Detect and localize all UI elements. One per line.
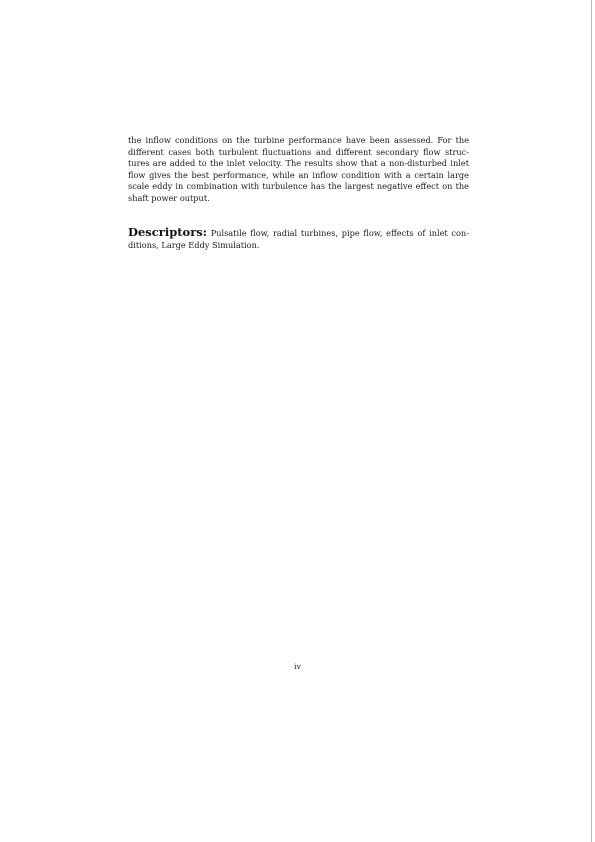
descriptors-paragraph [128,226,469,251]
descriptors-label: Descriptors: [128,224,207,239]
page-number: iv [294,662,301,671]
text-block [128,135,469,251]
abstract-paragraph: the inflow conditions on the turbine performance have been assessed. For the different cases both turbulent fluctuations and different secondary flow structures are added to the inlet velocity. The results show that a non-disturbed inlet flow gives the best performance, while an inflow condition with a certain large scale eddy in combination with turbulence has the largest negative effect on the shaft power output. [128,135,469,203]
descriptors-text: Pulsatile flow, radial turbines, pipe flow, effects of inlet conditions, Large Eddy Simulation. [128,227,469,250]
